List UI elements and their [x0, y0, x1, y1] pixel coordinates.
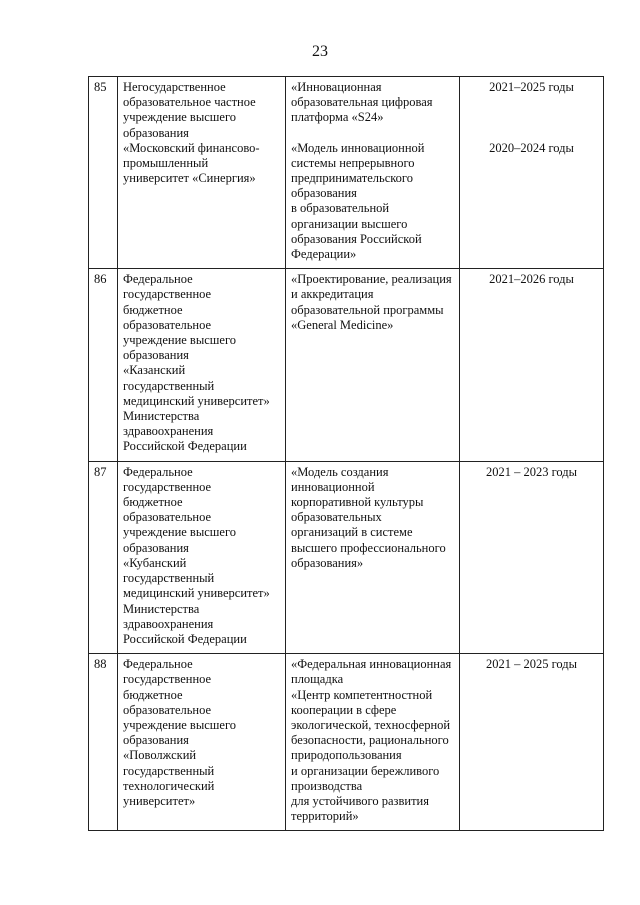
- project-cell: [286, 654, 460, 831]
- organization-line: Федеральное: [123, 464, 193, 479]
- project-line: «Федеральная инновационная: [291, 657, 452, 672]
- organization-line: медицинский университет»: [123, 586, 270, 601]
- project-line: производства: [291, 778, 363, 793]
- organization-line: Российской Федерации: [123, 439, 247, 454]
- organization-line: Министерства: [123, 409, 200, 424]
- organization-line: «Московский финансово-: [123, 140, 260, 155]
- organization-line: бюджетное: [123, 495, 183, 510]
- organization-cell: [118, 77, 286, 269]
- organization-line: государственный: [123, 571, 215, 586]
- organization-line: Федеральное: [123, 272, 193, 287]
- row-number: 87: [89, 461, 118, 653]
- project-line: в образовательной: [291, 201, 390, 216]
- project-line: образования Российской: [291, 231, 422, 246]
- organization-line: университет»: [123, 793, 196, 808]
- years-cell: [460, 269, 604, 461]
- organization-line: «Кубанский: [123, 555, 187, 570]
- table-row: [89, 269, 604, 461]
- project-line: организаций в системе: [291, 525, 413, 540]
- project-line: «Инновационная: [291, 80, 382, 94]
- organization-line: бюджетное: [123, 302, 183, 317]
- years-cell: [460, 461, 604, 653]
- project-line: природопользования: [291, 748, 402, 763]
- organization-line: Российской Федерации: [123, 631, 247, 646]
- years-text: 2021 – 2025 годы: [485, 657, 578, 672]
- project-line: образования»: [291, 555, 364, 570]
- project-line: «General Medicine»: [291, 317, 394, 332]
- project-line: инновационной: [291, 479, 375, 494]
- project-line: образовательная цифровая: [291, 95, 433, 110]
- innovation-sites-table: [88, 76, 604, 831]
- project-line: образовательной программы: [291, 302, 444, 317]
- project-line: «Модель инновационной: [291, 140, 425, 155]
- project-cell: [286, 269, 460, 461]
- organization-line: «Поволжский: [123, 748, 197, 763]
- organization-line: учреждение высшего: [123, 333, 237, 348]
- organization-line: учреждение высшего: [123, 525, 237, 540]
- project-spacer: [291, 126, 454, 141]
- organization-line: бюджетное: [123, 687, 183, 702]
- project-line: корпоративной культуры: [291, 495, 424, 510]
- organization-line: образовательное: [123, 510, 212, 525]
- organization-line: образования: [123, 733, 189, 748]
- organization-line: государственное: [123, 287, 212, 302]
- organization-cell: [118, 461, 286, 653]
- organization-line: государственный: [123, 378, 215, 393]
- organization-line: государственный: [123, 763, 215, 778]
- organization-cell: [118, 654, 286, 831]
- project-line: «Проектирование, реализация: [291, 272, 452, 287]
- project-cell: [286, 461, 460, 653]
- project-line: платформа «S24»: [291, 110, 384, 125]
- organization-line: образования: [123, 125, 189, 140]
- row-number: 85: [89, 77, 118, 269]
- organization-line: Федеральное: [123, 657, 193, 672]
- organization-line: университет «Синергия»: [123, 171, 256, 186]
- project-line: организации высшего: [291, 216, 408, 231]
- years-cell: [460, 77, 604, 269]
- organization-line: технологический: [123, 778, 215, 793]
- organization-line: образования: [123, 348, 189, 363]
- row-number: 88: [89, 654, 118, 831]
- organization-line: учреждение высшего: [123, 110, 237, 125]
- organization-line: образовательное: [123, 317, 212, 332]
- years-text: 2021 – 2023 годы: [485, 464, 578, 479]
- table-row: [89, 654, 604, 831]
- years-cell: [460, 654, 604, 831]
- project-line: территорий»: [291, 809, 359, 824]
- organization-line: здравоохранения: [123, 424, 214, 439]
- years-text: 2020–2024 годы: [489, 141, 574, 156]
- project-line: системы непрерывного: [291, 155, 415, 170]
- project-line: предпринимательского: [291, 171, 413, 186]
- project-line: для устойчивого развития: [291, 793, 429, 808]
- project-line: безопасности, рационального: [291, 733, 449, 748]
- project-cell: [286, 77, 460, 269]
- years-text: 2021–2026 годы: [489, 272, 574, 287]
- row-number: 86: [89, 269, 118, 461]
- project-line: «Модель создания: [291, 464, 389, 479]
- organization-line: образовательное: [123, 702, 212, 717]
- project-line: экологической, техносферной: [291, 717, 451, 732]
- table-row: [89, 77, 604, 269]
- project-line: высшего профессионального: [291, 540, 446, 555]
- project-line: и аккредитация: [291, 287, 374, 302]
- project-line: образования: [291, 186, 357, 201]
- project-line: кооперации в сфере: [291, 702, 397, 717]
- project-line: и организации бережливого: [291, 763, 440, 778]
- organization-line: образовательное частное: [123, 95, 256, 110]
- table-row: [89, 461, 604, 653]
- organization-line: «Казанский: [123, 363, 186, 378]
- project-line: «Центр компетентностной: [291, 687, 433, 702]
- page-number: 23: [312, 43, 328, 60]
- organization-line: государственное: [123, 672, 212, 687]
- organization-line: Министерства: [123, 601, 200, 616]
- organization-line: промышленный: [123, 156, 209, 171]
- project-line: Федерации»: [291, 247, 357, 262]
- organization-line: государственное: [123, 479, 212, 494]
- organization-line: медицинский университет»: [123, 393, 270, 408]
- years-spacer: [465, 95, 598, 141]
- organization-line: образования: [123, 540, 189, 555]
- years-text: 2021–2025 годы: [489, 80, 574, 94]
- organization-line: учреждение высшего: [123, 717, 237, 732]
- organization-line: здравоохранения: [123, 616, 214, 631]
- organization-cell: [118, 269, 286, 461]
- project-line: образовательных: [291, 510, 382, 525]
- organization-line: Негосударственное: [123, 80, 226, 94]
- project-line: площадка: [291, 672, 344, 687]
